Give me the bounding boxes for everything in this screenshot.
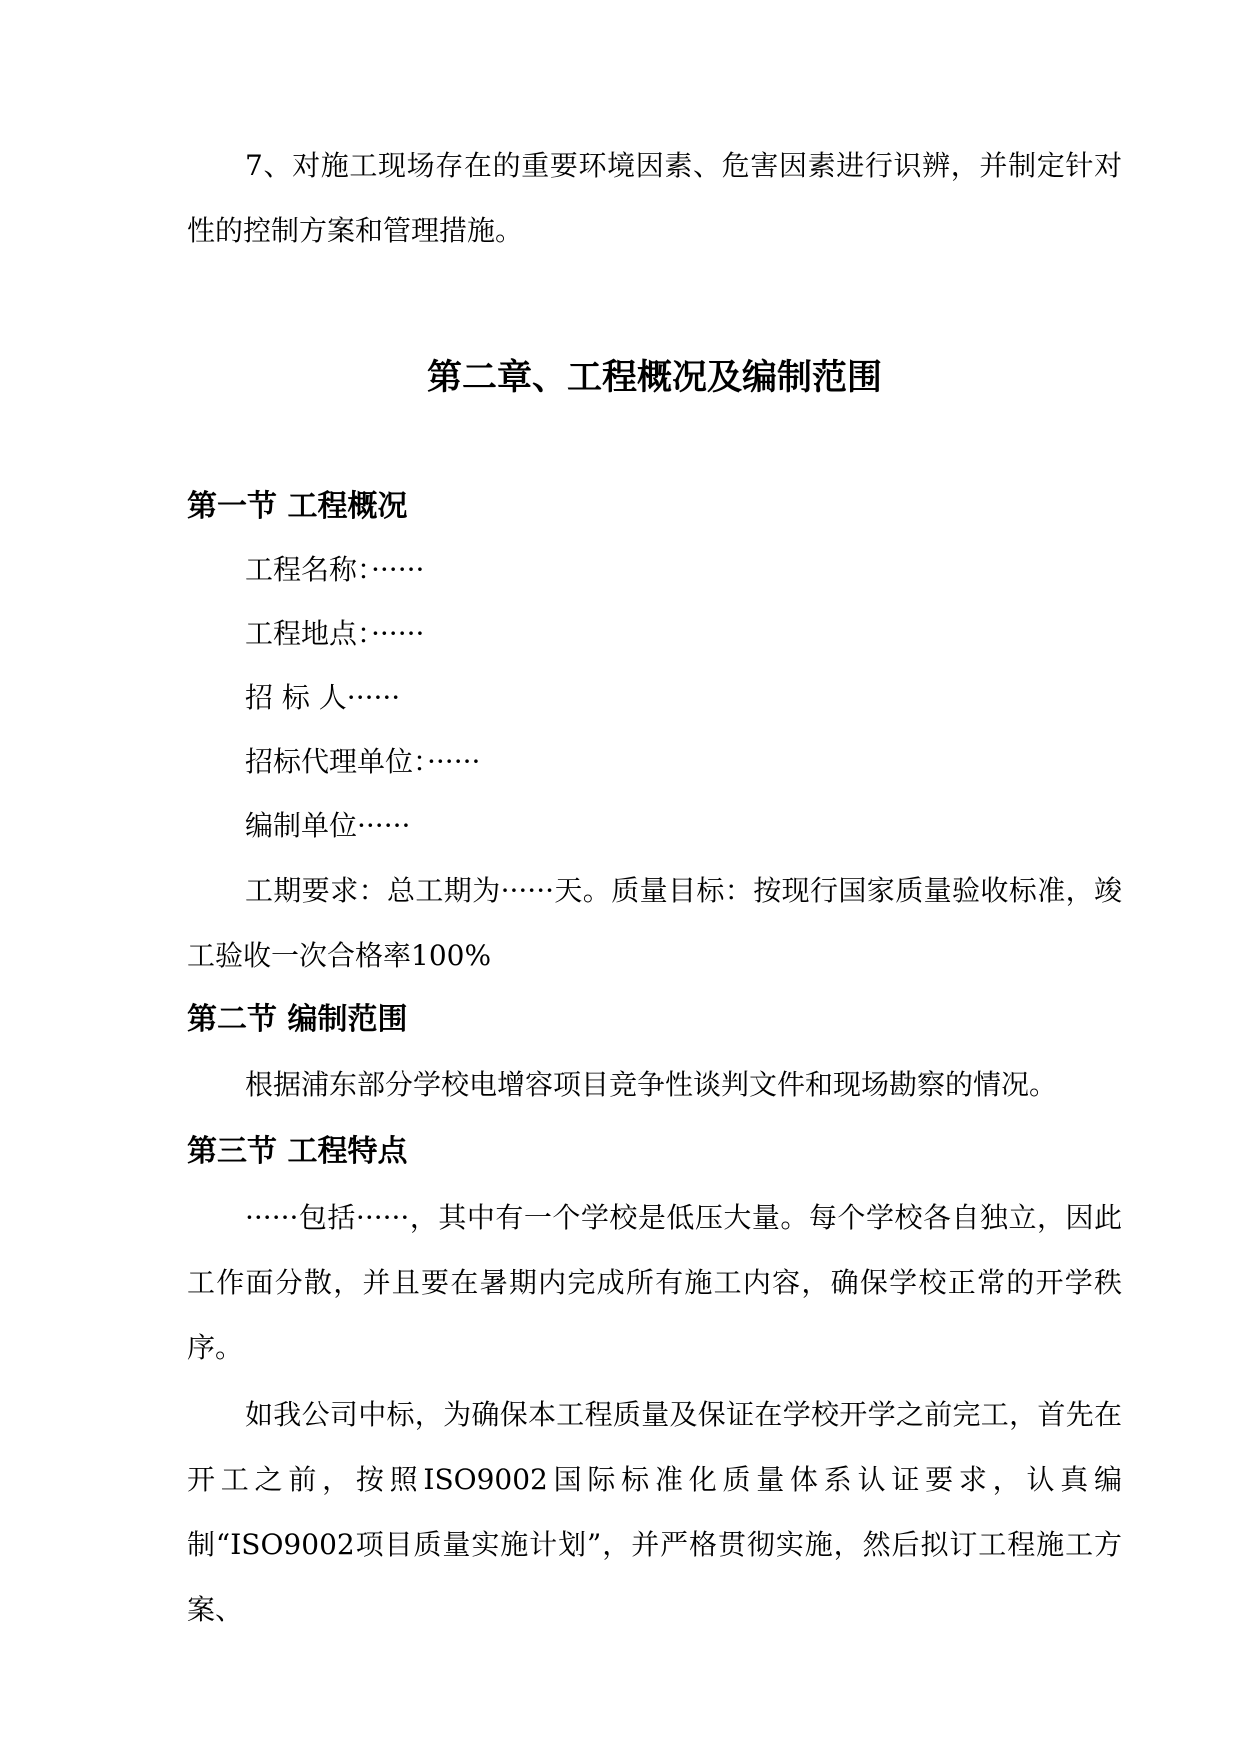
- schedule-quality-paragraph: 工期要求：总工期为······天。质量目标：按现行国家质量验收标准，竣工验收一次合格率100%: [187, 874, 1122, 972]
- project-name-field: 工程名称：······: [245, 553, 425, 586]
- tender-agent-field: 招标代理单位：······: [245, 745, 481, 778]
- section-heading-features: 第三节 工程特点: [187, 1134, 408, 1169]
- project-location-field: 工程地点：······: [245, 617, 425, 650]
- section-heading-scope: 第二节 编制范围: [187, 1002, 408, 1037]
- features-paragraph-1: ······包括······，其中有一个学校是低压大量。每个学校各自独立，因此工作面分散，并且要在暑期内完成所有施工内容，确保学校正常的开学秩序。: [187, 1201, 1122, 1364]
- compiler-field: 编制单位······: [245, 809, 411, 842]
- scope-paragraph: 根据浦东部分学校电增容项目竞争性谈判文件和现场勘察的情况。: [245, 1068, 1058, 1101]
- chapter-title: 第二章、工程概况及编制范围: [426, 358, 882, 398]
- tenderer-field: 招 标 人······: [245, 681, 401, 714]
- section-heading-overview: 第一节 工程概况: [187, 489, 408, 524]
- features-paragraph-2: 如我公司中标，为确保本工程质量及保证在学校开学之前完工，首先在开工之前，按照ISO9002国际标准化质量体系认证要求，认真编制“ISO9002项目质量实施计划”，并严格贯彻实施，然后拟订工程施工方案、: [187, 1398, 1122, 1626]
- intro-item-7: 7、对施工现场存在的重要环境因素、危害因素进行识辨，并制定针对性的控制方案和管理措施。: [187, 149, 1122, 247]
